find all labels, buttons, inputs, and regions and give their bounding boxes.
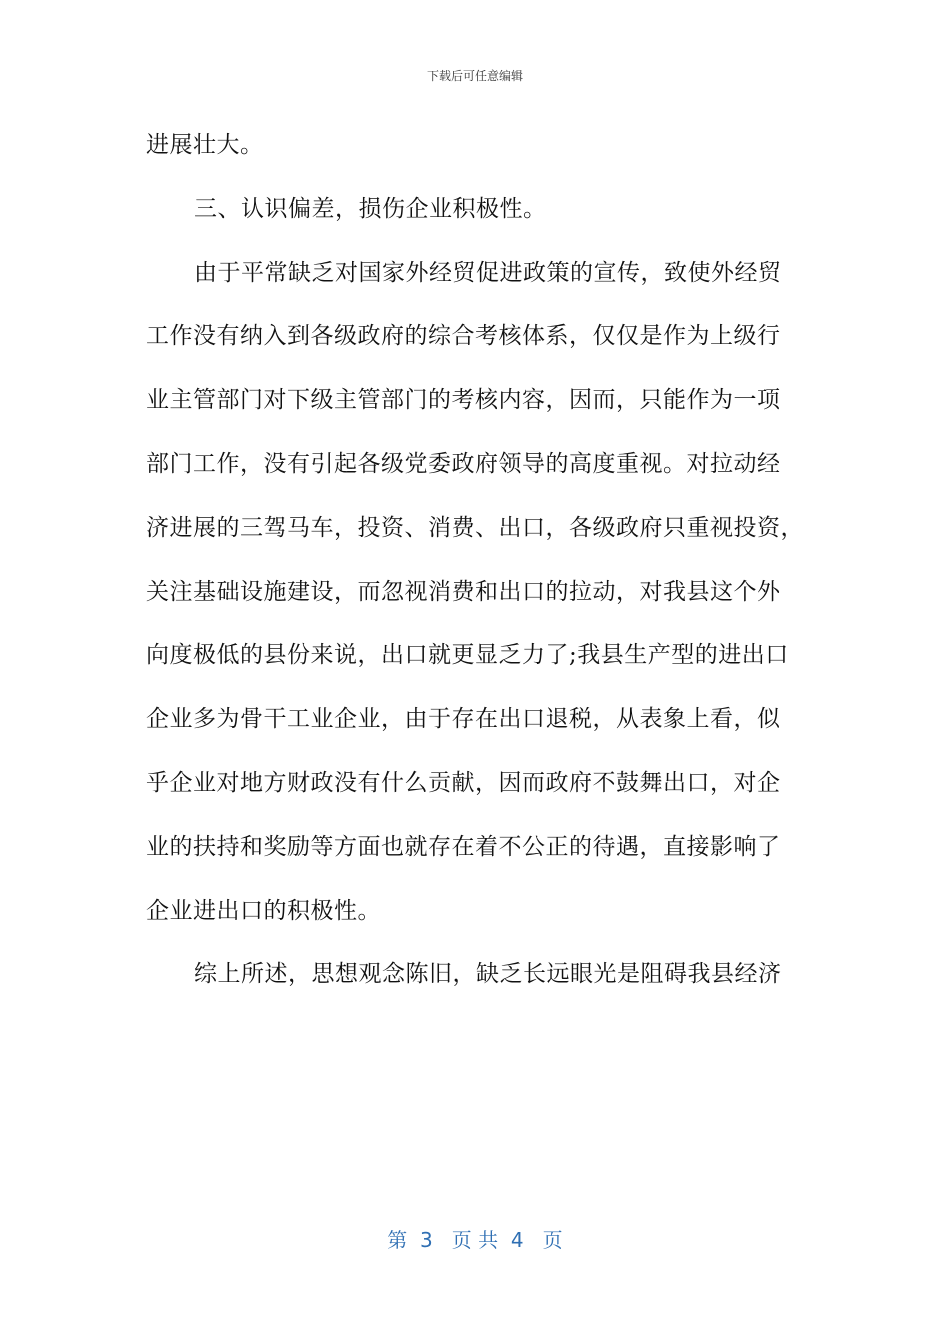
text-line: 部门工作，没有引起各级党委政府领导的高度重视。对拉动经	[146, 450, 781, 477]
text-line: 关注基础设施建设，而忽视消费和出口的拉动，对我县这个外	[146, 578, 781, 605]
text-line: 综上所述，思想观念陈旧，缺乏长远眼光是阻碍我县经济	[194, 961, 782, 988]
text-line: 由于平常缺乏对国家外经贸促进政策的宣传，致使外经贸	[194, 259, 782, 286]
document-body	[146, 117, 806, 1010]
text-line: 乎企业对地方财政没有什么贡献，因而政府不鼓舞出口，对企	[146, 769, 781, 796]
text-line: 业主管部门对下级主管部门的考核内容，因而，只能作为一项	[146, 387, 781, 414]
section-heading: 三、认识偏差，损伤企业积极性。	[194, 195, 547, 222]
page-header: 下载后可任意编辑	[426, 69, 523, 83]
text-line: 工作没有纳入到各级政府的综合考核体系，仅仅是作为上级行	[146, 323, 781, 350]
page-number-footer: 第 3 页 共 4 页	[387, 1228, 563, 1252]
text-line: 济进展的三驾马车，投资、消费、出口，各级政府只重视投资，	[146, 514, 804, 541]
text-line: 进展壮大。	[146, 132, 264, 158]
text-line: 业的扶持和奖励等方面也就存在着不公正的待遇，直接影响了	[146, 833, 781, 860]
text-line: 企业多为骨干工业企业，由于存在出口退税，从表象上看，似	[146, 706, 781, 733]
text-line: 企业进出口的积极性。	[146, 897, 381, 924]
text-line: 向度极低的县份来说，出口就更显乏力了;我县生产型的进出口	[146, 642, 789, 669]
